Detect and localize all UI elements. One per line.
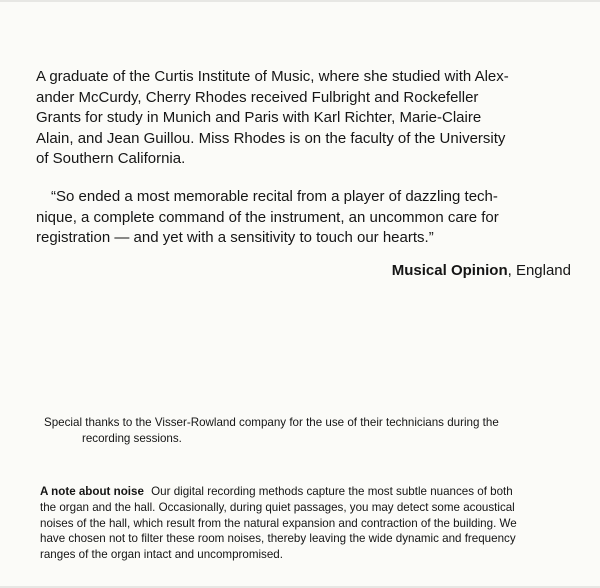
quote-line: registration — and yet with a sensitivity to touch our hearts.” (36, 229, 434, 246)
quote-line: “So ended a most memorable recital from a player of dazzling tech- (51, 188, 498, 205)
quote-line: nique, a complete command of the instrument, an uncommon care for (36, 208, 499, 226)
noise-note-title: A note about noise (40, 485, 144, 498)
quote-location: , England (507, 262, 571, 279)
noise-line: noises of the hall, which result from the natural expansion and contraction of the building. We (40, 516, 517, 530)
noise-note-first-line (40, 484, 570, 500)
noise-line-text: Our digital recording methods capture the most subtle nuances of both (151, 485, 513, 498)
thanks-line: recording sessions. (82, 431, 182, 445)
biography-line: of Southern California. (36, 150, 186, 167)
biography-paragraph (36, 67, 572, 170)
biography-line: Grants for study in Munich and Paris with Karl Richter, Marie-Claire (36, 109, 482, 126)
special-thanks-note (44, 415, 564, 446)
thanks-line: Special thanks to the Visser-Rowland company for the use of their technicians during the (44, 416, 499, 429)
quote-attribution (392, 261, 571, 281)
review-quote (36, 187, 572, 249)
biography-line: ander McCurdy, Cherry Rhodes received Fulbright and Rockefeller (36, 88, 479, 106)
noise-line: the organ and the hall. Occasionally, during quiet passages, you may detect some acoustical (40, 500, 515, 514)
page-top-edge (0, 0, 600, 2)
noise-line: have chosen not to filter these room noises, thereby leaving the wide dynamic and frequency (40, 532, 516, 546)
noise-note (40, 484, 570, 563)
noise-line: ranges of the organ intact and uncompromised. (40, 548, 283, 562)
biography-line: A graduate of the Curtis Institute of Music, where she studied with Alex- (36, 68, 509, 85)
quote-source: Musical Opinion (391, 262, 508, 279)
biography-line: Alain, and Jean Guillou. Miss Rhodes is on the faculty of the University (36, 129, 506, 147)
